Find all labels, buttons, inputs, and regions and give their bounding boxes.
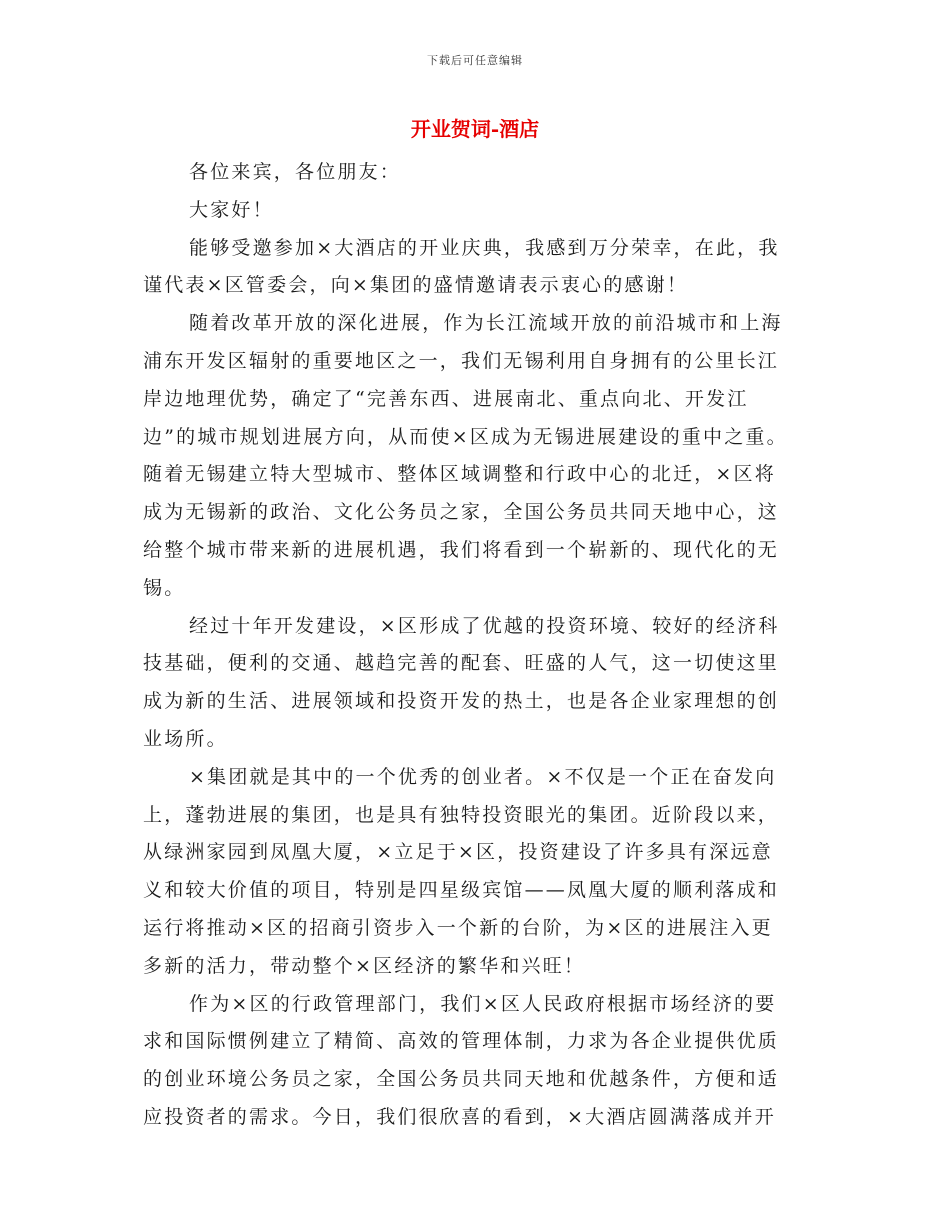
paragraph (143, 759, 807, 986)
paragraph (143, 986, 807, 1137)
paragraph-line: 岸边地理优势，确定了“完善东西、进展南北、重点向北、开发江 (143, 387, 749, 410)
paragraph-line: 成为无锡新的政治、文化公务员之家，全国公务员共同天地中心，这 (143, 501, 780, 524)
paragraph-line: 各位来宾，各位朋友： (189, 161, 402, 183)
paragraph-line: 边”的城市规划进展方向，从而使×区成为无锡进展建设的重中之重。 (143, 425, 788, 448)
paragraph-line: 经过十年开发建设，×区形成了优越的投资环境、较好的经济科 (189, 614, 780, 637)
paragraph (143, 154, 807, 192)
page-header: 下载后可任意编辑 (427, 54, 523, 67)
paragraph-line: 技基础，便利的交通、越趋完善的配套、旺盛的人气，这一切使这里 (143, 652, 780, 675)
paragraph-line: 浦东开发区辐射的重要地区之一，我们无锡利用自身拥有的公里长江 (143, 349, 780, 372)
paragraph (143, 305, 807, 607)
document-title: 开业贺词-酒店 (410, 117, 540, 141)
paragraph-line: 大家好！ (189, 198, 274, 221)
paragraph-line: 业场所。 (143, 727, 228, 750)
paragraph-line: 能够受邀参加×大酒店的开业庆典，我感到万分荣幸，在此，我 (189, 236, 780, 259)
paragraph (143, 230, 807, 306)
paragraph-line: 求和国际惯例建立了精简、高效的管理体制，力求为各企业提供优质 (143, 1030, 780, 1053)
paragraph-line: 成为新的生活、进展领域和投资开发的热土，也是各企业家理想的创 (143, 690, 780, 713)
paragraph-line: 从绿洲家园到凤凰大厦，×立足于×区，投资建设了许多具有深远意 (143, 841, 773, 864)
paragraph-line: 锡。 (143, 576, 186, 599)
document-body (143, 154, 807, 1137)
paragraph-line: 的创业环境公务员之家，全国公务员共同天地和优越条件，方便和适 (143, 1068, 780, 1091)
paragraph (143, 608, 807, 759)
paragraph (143, 192, 807, 230)
paragraph-line: 应投资者的需求。今日，我们很欣喜的看到，×大酒店圆满落成并开 (143, 1105, 776, 1128)
paragraph-line: 上，蓬勃进展的集团，也是具有独特投资眼光的集团。近阶段以来， (143, 803, 780, 826)
paragraph-line: 随着改革开放的深化进展，作为长江流域开放的前沿城市和上海 (189, 312, 783, 335)
paragraph-line: 多新的活力，带动整个×区经济的繁华和兴旺！ (143, 954, 586, 977)
paragraph-line: 义和较大价值的项目，特别是四星级宾馆——凤凰大厦的顺利落成和 (143, 879, 780, 902)
paragraph-line: 给整个城市带来新的进展机遇，我们将看到一个崭新的、现代化的无 (143, 538, 780, 561)
paragraph-line: 谨代表×区管委会，向×集团的盛情邀请表示衷心的感谢！ (143, 274, 689, 297)
paragraph-line: ×集团就是其中的一个优秀的创业者。×不仅是一个正在奋发向 (189, 765, 777, 788)
paragraph-line: 运行将推动×区的招商引资步入一个新的台阶，为×区的进展注入更 (143, 916, 773, 939)
paragraph-line: 作为×区的行政管理部门，我们×区人民政府根据市场经济的要 (189, 992, 777, 1015)
paragraph-line: 随着无锡建立特大型城市、整体区域调整和行政中心的北迁，×区将 (143, 463, 776, 486)
